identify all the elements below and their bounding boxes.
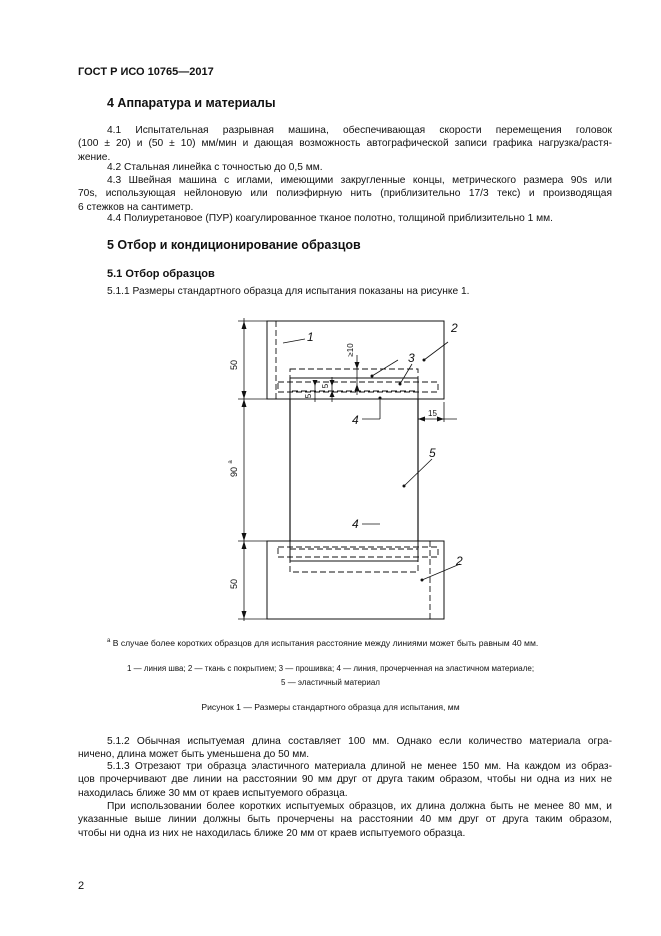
paragraph-4-3 (78, 174, 612, 214)
paragraph-4-2 (78, 161, 612, 174)
callout-4-lower: 4 (352, 517, 359, 531)
text-line: 6 стежков на сантиметр. (78, 201, 194, 213)
paragraph-5-1-2 (78, 735, 612, 762)
text-line: (100 ± 20) и (50 ± 10) мм/мин и дающая возможность автографической записи графика нагрузка/растя- (78, 138, 612, 150)
text-line: 5.1.2 Обычная испытуемая длина составляет 100 мм. Однако если количество материала огра- (107, 736, 612, 747)
text-line: 4.2 Стальная линейка с точностью до 0,5 мм. (107, 162, 323, 173)
stitching-upper (290, 369, 418, 391)
stitching-lower-inner (278, 547, 438, 557)
dim-five-1: 5 (304, 393, 313, 399)
callout-1: 1 (307, 330, 314, 344)
paragraph-5-1-3 (78, 760, 612, 800)
dim-bottom-50: 50 (229, 578, 239, 590)
subsection-5-1-title: 5.1 Отбор образцов (107, 268, 215, 280)
dim-fifteen: 15 (428, 409, 437, 418)
text-line: ничено, длина может быть уменьшена до 50 мм. (78, 749, 310, 761)
text-line: При использовании более коротких испытуемых образцов, их длина должна быть не менее 80 мм, и (107, 801, 612, 812)
text-line: указанные выше линии должны быть прочерчены на расстоянии 40 мм друг от друга таким образом, (78, 814, 612, 826)
dim-top-50: 50 (229, 359, 239, 371)
callout-2-upper: 2 (451, 321, 458, 335)
document-header: ГОСТ Р ИСО 10765—2017 (78, 66, 214, 78)
figure-legend-line-1: 1 — линия шва; 2 — ткань с покрытием; 3 — прошивка; 4 — линия, прочерченная на эластичном материале; (126, 664, 535, 673)
dim-middle-90: 90 (229, 466, 239, 478)
paragraph-4-4 (78, 212, 612, 225)
figure-legend-line-2: 5 — эластичный материал (281, 678, 380, 687)
text-line: 5.1.1 Размеры стандартного образца для испытания показаны на рисунке 1. (107, 286, 470, 297)
paragraph-4-1 (78, 124, 612, 164)
text-line: чтобы ни одна из них не находилась ближе 20 мм от краев испытуемого образца. (78, 827, 466, 839)
figure-footnote (107, 638, 538, 648)
upper-coated-fabric (267, 321, 444, 399)
dim-middle-sup: a (228, 460, 234, 464)
footnote-mark: a (107, 638, 111, 645)
text-line: 4.4 Полиуретановое (ПУР) коагулированное тканое полотно, толщиной приблизительно 1 мм. (107, 213, 553, 224)
callout-3: 3 (408, 351, 415, 365)
text-line: находилась ближе 30 мм от краев испытуемого образца. (78, 787, 348, 799)
figure-1-drawing (0, 305, 661, 625)
section-5-title: 5 Отбор и кондиционирование образцов (107, 238, 361, 252)
text-line: 5.1.3 Отрезают три образца эластичного материала длиной не менее 150 мм. На каждом из образ- (107, 761, 612, 772)
dim-five-2: 5 (321, 383, 330, 389)
paragraph-short-samples (78, 800, 612, 840)
text-line: 70s, использующая нейлоновую или полиэфирную нить (приблизительно 17/3 текс) и производящая (78, 188, 612, 200)
footnote-text: В случае более коротких образцов для испытания расстояние между линиями может быть равным 40 мм. (112, 638, 539, 648)
text-line: цов прочерчивают две линии на расстоянии 90 мм друг от друга таким образом, чтобы ни одна из них не (78, 774, 612, 786)
paragraph-5-1-1 (78, 285, 612, 298)
callout-5: 5 (429, 446, 436, 460)
callout-4-upper: 4 (352, 413, 359, 427)
section-4-title: 4 Аппаратура и материалы (107, 96, 276, 110)
callout-2-lower: 2 (456, 554, 463, 568)
text-line: 4.1 Испытательная разрывная машина, обеспечивающая скорости перемещения головок (107, 125, 612, 136)
text-line: жение. (78, 151, 111, 163)
lower-coated-fabric (267, 541, 444, 619)
page-number: 2 (78, 880, 85, 892)
dim-ge10: ≥10 (346, 343, 355, 357)
text-line: 4.3 Швейная машина с иглами, имеющими закругленные концы, метрического размера 90s или (107, 175, 612, 186)
figure-caption: Рисунок 1 — Размеры стандартного образца для испытания, мм (201, 702, 460, 712)
